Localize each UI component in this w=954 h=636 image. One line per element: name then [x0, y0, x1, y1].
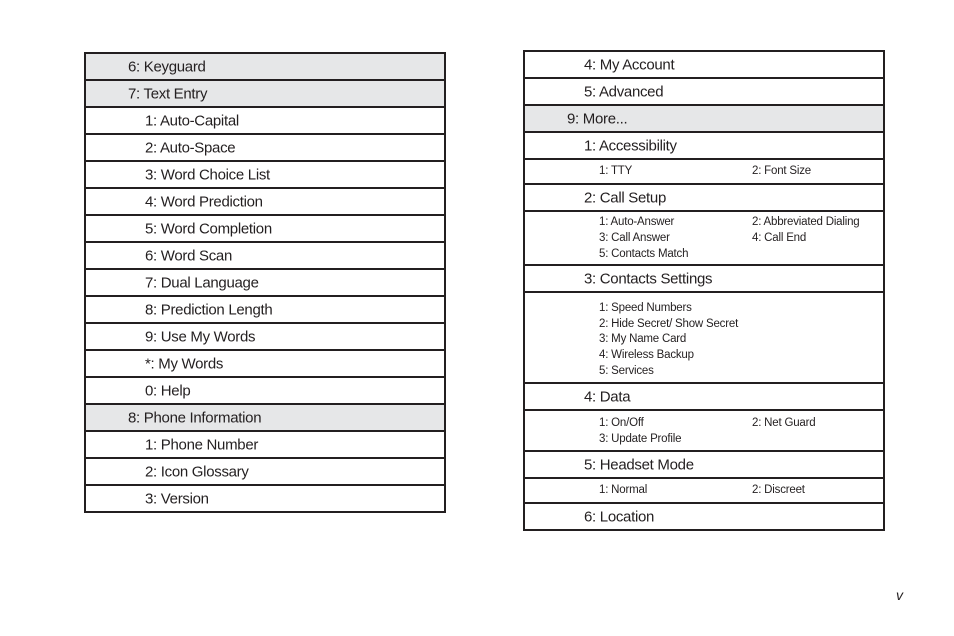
- submenu-item-abbreviated-dialing[interactable]: 2: Abbreviated Dialing: [752, 216, 860, 228]
- menu-item-label: 5: Headset Mode: [584, 456, 694, 473]
- submenu-item-speed-numbers[interactable]: 1: Speed Numbers: [599, 302, 692, 314]
- menu-item-phone-information[interactable]: [84, 403, 446, 432]
- menu-item-label: 7: Dual Language: [145, 274, 259, 291]
- menu-item-label: 8: Prediction Length: [145, 301, 273, 318]
- menu-item-use-my-words[interactable]: [84, 322, 446, 351]
- submenu-item-hide-secret[interactable]: 2: Hide Secret/ Show Secret: [599, 318, 739, 330]
- menu-item-accessibility[interactable]: [523, 131, 885, 160]
- menu-item-label: 9: Use My Words: [145, 328, 256, 345]
- submenu-item-font-size[interactable]: 2: Font Size: [752, 165, 811, 177]
- menu-item-version[interactable]: [84, 484, 446, 513]
- menu-item-label: 6: Word Scan: [145, 247, 233, 264]
- menu-item-text-entry[interactable]: [84, 79, 446, 108]
- menu-item-contacts-settings[interactable]: [523, 264, 885, 293]
- menu-item-label: 4: Word Prediction: [145, 193, 263, 210]
- menu-item-my-account[interactable]: [523, 50, 885, 79]
- right-menu-table: [523, 50, 885, 531]
- menu-item-label: 2: Icon Glossary: [145, 463, 249, 480]
- submenu-item-call-end[interactable]: 4: Call End: [752, 232, 807, 244]
- menu-item-location[interactable]: [523, 502, 885, 531]
- contacts-settings-submenu: [523, 291, 885, 384]
- submenu-item-update-profile[interactable]: 3: Update Profile: [599, 433, 682, 445]
- submenu-item-auto-answer[interactable]: 1: Auto-Answer: [599, 216, 675, 228]
- menu-item-label: 4: My Account: [584, 56, 675, 73]
- data-submenu: [523, 409, 885, 452]
- menu-item-label: 1: Auto-Capital: [145, 112, 239, 129]
- menu-item-label: *: My Words: [145, 355, 224, 372]
- menu-item-word-prediction[interactable]: [84, 187, 446, 216]
- menu-item-data[interactable]: [523, 382, 885, 411]
- menu-item-word-scan[interactable]: [84, 241, 446, 270]
- page-number: v: [896, 587, 903, 603]
- menu-item-label: 9: More...: [567, 110, 628, 127]
- menu-item-label: 7: Text Entry: [128, 85, 208, 102]
- menu-item-my-words[interactable]: [84, 349, 446, 378]
- submenu-item-normal[interactable]: 1: Normal: [599, 484, 648, 496]
- menu-item-label: 1: Phone Number: [145, 436, 259, 453]
- menu-item-word-completion[interactable]: [84, 214, 446, 243]
- submenu-item-wireless-backup[interactable]: 4: Wireless Backup: [599, 349, 694, 361]
- menu-item-label: 6: Keyguard: [128, 58, 206, 75]
- menu-item-label: 5: Advanced: [584, 83, 664, 100]
- menu-item-label: 3: Version: [145, 490, 209, 507]
- submenu-item-on-off[interactable]: 1: On/Off: [599, 417, 644, 429]
- left-menu-table: [84, 52, 446, 513]
- submenu-item-net-guard[interactable]: 2: Net Guard: [752, 417, 816, 429]
- menu-item-help[interactable]: [84, 376, 446, 405]
- submenu-item-tty[interactable]: 1: TTY: [599, 165, 633, 177]
- menu-item-label: 5: Word Completion: [145, 220, 272, 237]
- menu-item-label: 1: Accessibility: [584, 137, 677, 154]
- menu-item-label: 3: Contacts Settings: [584, 270, 713, 287]
- menu-item-label: 6: Location: [584, 508, 655, 525]
- submenu-item-my-name-card[interactable]: 3: My Name Card: [599, 333, 687, 345]
- menu-item-icon-glossary[interactable]: [84, 457, 446, 486]
- menu-item-headset-mode[interactable]: [523, 450, 885, 479]
- menu-item-word-choice-list[interactable]: [84, 160, 446, 189]
- submenu-item-contacts-match[interactable]: 5: Contacts Match: [599, 248, 689, 260]
- menu-item-auto-space[interactable]: [84, 133, 446, 162]
- menu-item-label: 2: Call Setup: [584, 189, 666, 206]
- menu-item-label: 8: Phone Information: [128, 409, 262, 426]
- submenu-item-discreet[interactable]: 2: Discreet: [752, 484, 805, 496]
- menu-item-auto-capital[interactable]: [84, 106, 446, 135]
- submenu-item-services[interactable]: 5: Services: [599, 365, 654, 377]
- menu-item-call-setup[interactable]: [523, 183, 885, 212]
- submenu-item-call-answer[interactable]: 3: Call Answer: [599, 232, 670, 244]
- menu-item-advanced[interactable]: [523, 77, 885, 106]
- menu-item-label: 4: Data: [584, 388, 631, 405]
- menu-item-more[interactable]: [523, 104, 885, 133]
- accessibility-submenu: [523, 158, 885, 185]
- menu-item-prediction-length[interactable]: [84, 295, 446, 324]
- menu-item-label: 3: Word Choice List: [145, 166, 270, 183]
- call-setup-submenu: [523, 210, 885, 266]
- menu-item-dual-language[interactable]: [84, 268, 446, 297]
- headset-submenu: [523, 477, 885, 504]
- menu-item-label: 2: Auto-Space: [145, 139, 236, 156]
- menu-item-phone-number[interactable]: [84, 430, 446, 459]
- menu-item-keyguard[interactable]: [84, 52, 446, 81]
- menu-item-label: 0: Help: [145, 382, 191, 399]
